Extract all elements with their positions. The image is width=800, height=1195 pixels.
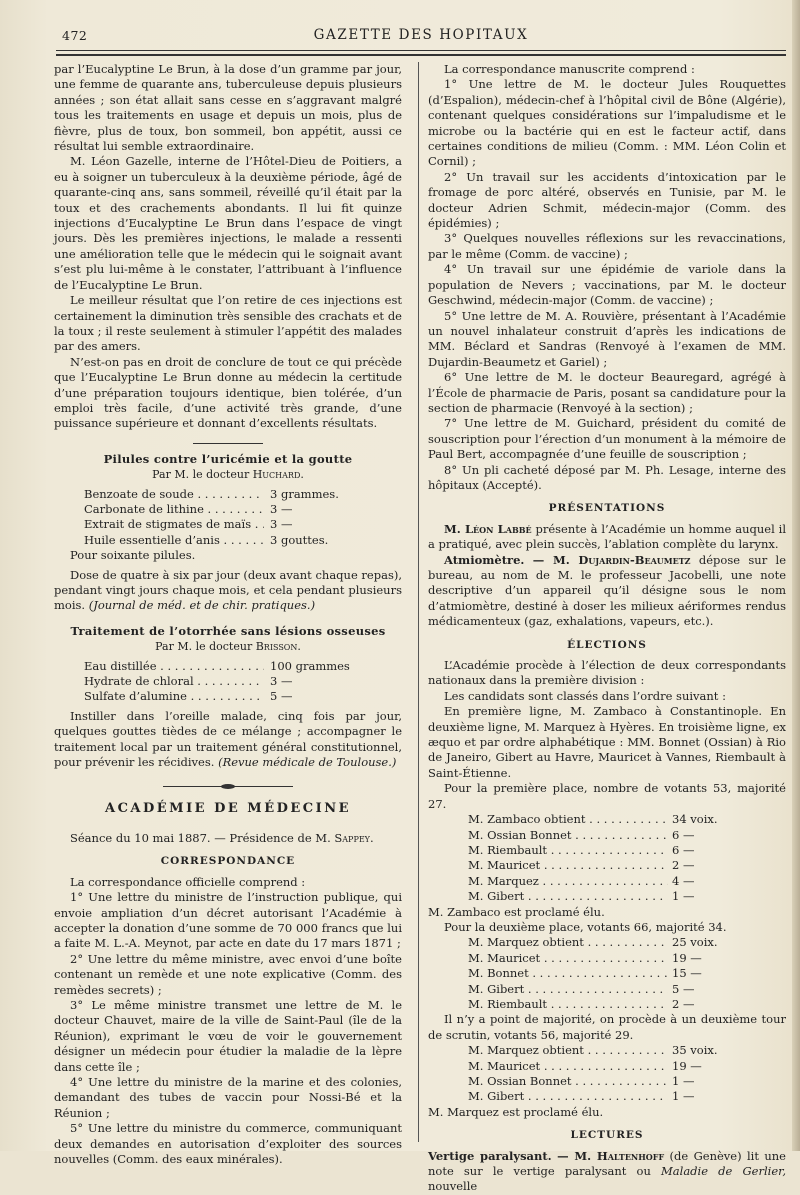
recipe-dose [54,568,402,614]
vote-intro: Il n’y a point de majorité, on procède à un deuxième tour de scrutin, votants 56, majorité 29. [428,1012,786,1042]
vote-row [428,889,786,904]
vote-count: 15 — [672,966,702,981]
list-item: 2° Un travail sur les accidents d’intoxication par le fromage de porc altéré, observés en Tunisie, par M. le docteur Adrien Schmit, médecin-major (Comm. des épidémies) ; [428,169,786,231]
ingredient-quantity: 3 — [270,501,293,516]
page-header [56,18,786,48]
vote-row [428,858,786,873]
author-name: Huchard. [252,468,304,482]
paragraph-lead: Atmiomètre. [444,552,525,567]
vote-row [428,874,786,889]
ingredient-name: Eau distillée . . . [84,659,264,674]
right-column [428,62,786,1195]
vote-count: 6 — [672,842,695,857]
paragraph: La correspondance officielle comprend : [70,874,306,889]
list-item: 1° Une lettre du ministre de l’instruction publique, qui envoie ampliation d’un décret autorisant l’Académie à accepter la donation d’une somme de 70 000 francs que lui a faite M. L.-A. Meynot, par acte en date du 17 mars 1871 ; [54,890,402,951]
list-item: 3° Quelques nouvelles réflexions sur les revaccinations, par le même (Comm. de vaccine) ; [428,231,786,261]
candidate-name: M. Riembault . . . [468,843,668,858]
lecture-text: (de Genève) lit une note sur le vertige paralysant ou [428,1148,786,1179]
paragraph: M. Léon Gazelle, interne de l’Hôtel-Dieu de Poitiers, a eu à soigner un tuberculeux à la deuxième période, âgé de quarante-cinq ans, sans sommeil, réveillé qu’il était par la toux et des crachements abondants. Il lui fit quinze injections d’Eucalyptine Le Brun dans l’espace de vingt jours. Dès les premières injections, le malade a ressenti une amélioration telle que le médecin qui le soignait avant s’est plu lui-même à le constater, l’attribuant à l’influence de l’Eucalyptine Le Brun. [54,154,402,292]
vote-row [428,935,786,950]
list-item: 2° Une lettre du même ministre, avec envoi d’une boîte contenant un remède et une note explicative (Comm. des remèdes secrets) ; [54,951,402,997]
presenter-name: M. Léon Labbé [444,521,532,536]
section-title: ACADÉMIE DE MÉDECINE [104,801,351,817]
subsection-title: ÉLECTIONS [567,638,647,651]
vote-count: 19 — [672,950,702,965]
paragraph: N’est-on pas en droit de conclure de tout ce qui précède que l’Eucalyptine Le Brun donne au médecin la certitude d’une préparation toujours identique, bien tolérée, d’un emploi très facile, d’une activité très grande, d’une puissance supérieure et donnant d’excellents résultats. [54,354,402,431]
paragraph: Les candidats sont classés dans l’ordre suivant : [444,688,726,703]
vote-row [428,1089,786,1104]
candidate-name: M. Riembault . . . [468,997,668,1012]
list-item: 3° Le même ministre transmet une lettre de M. le docteur Chauvet, maire de la ville de Saint-Paul (île de la Réunion), exprimant le vœu de voir le gouvernement désigner un médecin pour étudier la maladie de la lèpre dans cette île ; [54,997,402,1074]
list-item: 4° Une lettre du ministre de la marine et des colonies, demandant des tubes de vaccin pour Nossi-Bé et la Réunion ; [54,1074,402,1120]
vote-tally [428,935,786,1012]
subsection-title: CORRESPONDANCE [160,855,296,868]
vote-count: 1 — [672,889,695,904]
recipe-ingredients [54,659,402,705]
running-title: GAZETTE DES HOPITAUX [313,27,529,43]
ingredient-row [54,487,402,502]
recipe-author [54,467,402,482]
lecture-emphasis: Maladie de Gerlier, [661,1164,787,1179]
presentation-paragraph [428,522,786,553]
column-divider [418,62,419,1142]
candidate-name: M. Ossian Bonnet . . . [468,828,668,843]
page-number: 472 [62,28,88,43]
list-item: 5° Une lettre de M. A. Rouvière, présentant à l’Académie un nouvel inhalateur construit d’après les indications de MM. Béclard et Sandras (Renvoyé à l’examen de MM. Dujardin-Beaumetz et Gariel) ; [428,308,786,369]
vote-result: M. Marquez est proclamé élu. [428,1104,604,1119]
vote-count: 5 — [672,981,695,996]
vote-row [428,1074,786,1089]
paragraph: par l’Eucalyptine Le Brun, à la dose d’un gramme par jour, une femme de quarante ans, tuberculeuse depuis plusieurs années ; son état allait sans cesse en s’aggravant malgré tous les traitements en usage et depuis un mois, plus de fièvre, plus de toux, bon sommeil, bon appétit, aussi ce résultat lui semble extraordinaire. [54,62,402,154]
ingredient-row [54,533,402,548]
recipe-author [54,639,402,654]
ingredient-quantity: 3 — [270,517,293,532]
author-prefix: Par M. le docteur [152,468,250,482]
vote-count: 19 — [672,1058,702,1073]
vote-row [428,843,786,858]
ingredient-row [54,659,402,674]
author-prefix: Par M. le docteur [155,640,253,654]
vote-count: 6 — [672,827,695,842]
recipe-title: Traitement de l’otorrhée sans lésions osseuses [70,623,386,638]
paragraph: La correspondance manuscrite comprend : [444,62,695,76]
header-rule-thick [56,54,786,56]
page-edge-shadow [792,0,800,1151]
vote-row [428,1043,786,1058]
subsection-title: PRÉSENTATIONS [548,502,666,515]
candidate-name: M. Gibert . . . [468,982,668,997]
candidate-name: M. Mauricet . . . [468,951,668,966]
ingredient-name: Carbonate de lithine . . . [84,502,264,517]
candidate-name: M. Ossian Bonnet . . . [468,1074,668,1089]
paragraph-lead: Vertige paralysant. [428,1148,552,1163]
candidate-name: M. Mauricet . . . [468,1059,668,1074]
recipe-note: Pour soixante pilules. [70,548,196,563]
candidate-name: M. Zambaco obtient . . . [468,812,668,827]
paragraph: Le meilleur résultat que l’on retire de ces injections est certainement la diminution très sensible des crachats et de la toux ; il reste seulement à stimuler l’appétit des malades par des amers. [54,293,402,354]
subsection-title: LECTURES [570,1129,644,1142]
session-line [54,831,402,846]
presenter-name: — M. Dujardin-Beaumetz [532,552,691,567]
paragraph: En première ligne, M. Zambaco à Constantinople. En deuxième ligne, M. Marquez à Hyères. En troisième ligne, ex æquo et par ordre alphabétique : MM. Bonnet (Ossian) à Rio de Janeiro, Gibert au Havre, Mauricet à Vannes, Riembault à Saint-Étienne. [428,704,786,780]
presentation-text: présente à l’Académie un homme auquel il a pratiqué, avec plein succès, l’ablation complète du larynx. [428,521,786,552]
atmiometer-paragraph [428,553,786,630]
candidate-name: M. Gibert . . . [468,889,668,904]
vote-row [428,982,786,997]
vote-count: 2 — [672,996,695,1011]
candidate-name: M. Marquez obtient . . . [468,935,668,950]
vote-count: 25 voix. [672,935,718,950]
ingredient-name: Sulfate d’alumine . . . [84,689,264,704]
header-rule [56,50,786,51]
list-item: 4° Un travail sur une épidémie de variole dans la population de Nevers ; vaccinations, par M. le docteur Geschwind, médecin-major (Comm. de vaccine) ; [428,262,786,308]
vote-count: 1 — [672,1074,695,1088]
ingredient-name: Benzoate de soude . . . [84,487,264,502]
vote-count: 2 — [672,858,695,873]
ingredient-row [54,517,402,532]
section-separator [193,443,263,444]
left-column [54,62,402,1167]
ingredient-row [54,674,402,689]
vote-row [428,812,786,827]
recipe-instructions: Instiller dans l’oreille malade, cinq fois par jour, quelques gouttes tièdes de ce mélange ; accompagner le traitement local par un traitement général constitutionnel, pour prévenir les récidives. [54,708,402,770]
ingredient-quantity: 100 grammes [270,658,350,673]
ingredient-quantity: 3 — [270,674,293,689]
vote-count: 35 voix. [672,1043,718,1058]
ingredient-row [54,689,402,704]
ingredient-quantity: 3 gouttes. [270,532,329,547]
ingredient-name: Huile essentielle d’anis . . . [84,533,264,548]
correspondence-list [54,890,402,1167]
session-date: Séance du 10 mai 1887. — Présidence de M. [70,830,331,845]
list-item: 1° Une lettre de M. le docteur Jules Rouquettes (d’Espalion), médecin-chef à l’hôpital civil de Bône (Algérie), contenant quelques considérations sur l’impaludisme et le microbe ou la bactérie qui en est le facteur actif, dans certaines conditions de milieu (Comm. : MM. Léon Colin et Cornil) ; [428,77,786,169]
vote-row [428,1059,786,1074]
candidate-name: M. Mauricet . . . [468,858,668,873]
list-item: 8° Un pli cacheté déposé par M. Ph. Lesage, interne des hôpitaux (Accepté). [428,462,786,492]
ingredient-name: Hydrate de chloral . . . [84,674,264,689]
manuscript-list [428,77,786,493]
vote-row [428,828,786,843]
ingredient-quantity: 5 — [270,689,293,704]
ingredient-name: Extrait de stigmates de maïs . . . [84,517,264,532]
candidate-name: M. Marquez . . . [468,874,668,889]
vote-row [428,997,786,1012]
session-president: Sappey. [334,830,374,845]
list-item: 5° Une lettre du ministre du commerce, communiquant deux demandes en autorisation d’exploiter des sources nouvelles (Comm. des eaux minérales). [54,1121,402,1166]
recipe-source: (Revue médicale de Toulouse.) [218,755,397,770]
vote-intro: Pour la première place, nombre de votants 53, majorité 27. [428,781,786,811]
vote-tally [428,812,786,904]
dose-source: (Journal de méd. et de chir. pratiques.) [88,598,316,613]
lecture-paragraph [428,1149,786,1195]
author-name: Brisson. [255,640,301,654]
ornamental-rule [163,786,293,787]
vote-row [428,951,786,966]
recipe-title: Pilules contre l’uricémie et la goutte [103,451,353,466]
presenter-name: — M. Haltenhoff [557,1148,665,1163]
candidate-name: M. Bonnet . . . [468,966,668,981]
list-item: 7° Une lettre de M. Guichard, président du comité de souscription pour l’érection d’un monument à la mémoire de Paul Bert, accompagnée d’une feuille de souscription ; [428,416,786,462]
vote-result: M. Zambaco est proclamé élu. [428,904,605,919]
ingredient-quantity: 3 grammes. [270,486,339,501]
vote-intro: Pour la deuxième place, votants 66, majorité 34. [444,919,727,934]
list-item: 6° Une lettre de M. le docteur Beauregard, agrégé à l’École de pharmacie de Paris, posant sa candidature pour la section de pharmacie (Renvoyé à la section) ; [428,370,786,415]
vote-tally [428,1043,786,1105]
vote-count: 4 — [672,873,695,888]
candidate-name: M. Marquez obtient . . . [468,1043,668,1058]
lecture-text-end: nouvelle [428,1179,478,1194]
recipe-ingredients [54,487,402,549]
ingredient-row [54,502,402,517]
vote-row [428,966,786,981]
candidate-name: M. Gibert . . . [468,1089,668,1104]
vote-count: 1 — [672,1089,695,1104]
recipe-text [54,709,402,771]
paragraph: L’Académie procède à l’élection de deux correspondants nationaux dans la première division : [428,658,786,688]
atmiometer-text: dépose sur le bureau, au nom de M. le professeur Jacobelli, une note descriptive d’un appareil qu’il désigne sous le nom d’atmiomètre, destiné à doser les milieux aériformes rendus médicamenteux (gaz, exhalations, vapeurs, etc.). [428,552,787,629]
vote-count: 34 voix. [672,812,718,827]
dose-text: Dose de quatre à six par jour (deux avant chaque repas), pendant vingt jours chaque mois, et cela pendant plusieurs mois. [54,567,402,613]
